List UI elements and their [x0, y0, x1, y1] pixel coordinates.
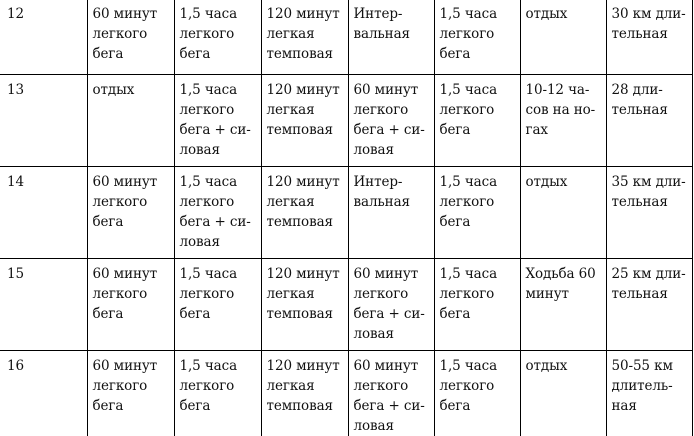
day-4-cell: Интер- вальная [348, 0, 434, 75]
day-3-cell: 120 минут легкая темповая [261, 0, 348, 75]
day-6-cell: отдых [520, 351, 606, 436]
table-row [0, 75, 692, 167]
day-3-cell: 120 минут легкая темповая [261, 351, 348, 436]
day-5-cell: 1,5 часа легкого бега [434, 75, 520, 167]
day-2-cell: 1,5 часа легкого бега + си- ловая [174, 75, 261, 167]
day-5-cell: 1,5 часа легкого бега [434, 351, 520, 436]
day-7-cell: 35 км дли- тельная [606, 167, 692, 259]
day-5-cell: 1,5 часа легкого бега [434, 259, 520, 351]
day-7-cell: 25 км дли- тельная [606, 259, 692, 351]
day-7-cell: 50-55 км длитель- ная [606, 351, 692, 436]
day-1-cell: 60 минут легкого бега [87, 167, 174, 259]
day-5-cell: 1,5 часа легкого бега [434, 0, 520, 75]
day-6-cell: Ходьба 60 минут [520, 259, 606, 351]
week-number-cell: 16 [0, 351, 87, 436]
day-3-cell: 120 минут легкая темповая [261, 259, 348, 351]
day-2-cell: 1,5 часа легкого бега [174, 0, 261, 75]
table-row [0, 259, 692, 351]
week-number-cell: 12 [0, 0, 87, 75]
day-4-cell: 60 минут легкого бега + си- ловая [348, 75, 434, 167]
day-4-cell: 60 минут легкого бега + си- ловая [348, 351, 434, 436]
week-number-cell: 15 [0, 259, 87, 351]
day-4-cell: 60 минут легкого бега + си- ловая [348, 259, 434, 351]
day-1-cell: отдых [87, 75, 174, 167]
day-3-cell: 120 минут легкая темповая [261, 167, 348, 259]
day-6-cell: отдых [520, 0, 606, 75]
day-3-cell: 120 минут легкая темповая [261, 75, 348, 167]
day-2-cell: 1,5 часа легкого бега [174, 351, 261, 436]
day-4-cell: Интер- вальная [348, 167, 434, 259]
day-6-cell: 10-12 ча- сов на но- гах [520, 75, 606, 167]
day-2-cell: 1,5 часа легкого бега [174, 259, 261, 351]
table-row [0, 167, 692, 259]
table-row [0, 0, 692, 75]
day-6-cell: отдых [520, 167, 606, 259]
day-7-cell: 28 дли- тельная [606, 75, 692, 167]
week-number-cell: 13 [0, 75, 87, 167]
day-1-cell: 60 минут легкого бега [87, 259, 174, 351]
table-row [0, 351, 692, 436]
day-1-cell: 60 минут легкого бега [87, 0, 174, 75]
day-5-cell: 1,5 часа легкого бега [434, 167, 520, 259]
day-7-cell: 30 км дли- тельная [606, 0, 692, 75]
day-1-cell: 60 минут легкого бега [87, 351, 174, 436]
day-2-cell: 1,5 часа легкого бега + си- ловая [174, 167, 261, 259]
week-number-cell: 14 [0, 167, 87, 259]
